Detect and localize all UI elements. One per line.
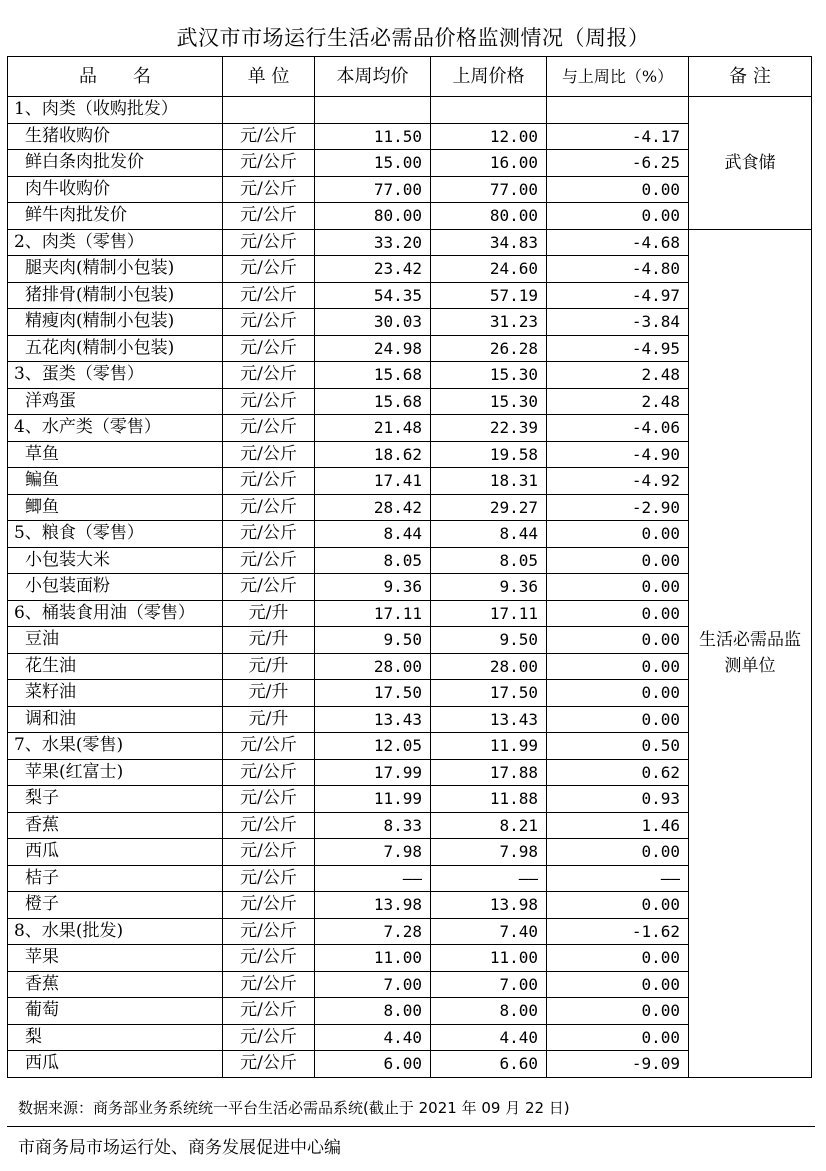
this-week-price-cell: 54.35	[315, 282, 431, 309]
change-percent-cell: 0.00	[547, 1024, 689, 1051]
last-week-price-cell: 15.30	[431, 362, 547, 389]
item-name-cell: 生猪收购价	[8, 123, 223, 150]
this-week-price-cell: 7.28	[315, 918, 431, 945]
last-week-price-cell: 8.44	[431, 521, 547, 548]
unit-cell: 元/公斤	[223, 998, 315, 1025]
unit-cell: 元/公斤	[223, 441, 315, 468]
unit-cell: 元/公斤	[223, 388, 315, 415]
header-name: 品 名	[8, 57, 223, 97]
item-name-cell: 1、肉类（收购批发）	[8, 97, 223, 124]
this-week-price-cell: 13.43	[315, 706, 431, 733]
category-row	[8, 229, 812, 256]
last-week-price-cell: 9.50	[431, 627, 547, 654]
unit-cell: 元/公斤	[223, 521, 315, 548]
item-name-cell: 鳊鱼	[8, 468, 223, 495]
change-percent-cell: 0.00	[547, 680, 689, 707]
last-week-price-cell: 17.88	[431, 759, 547, 786]
item-name-cell: 葡萄	[8, 998, 223, 1025]
last-week-price-cell: 7.98	[431, 839, 547, 866]
this-week-price-cell: 21.48	[315, 415, 431, 442]
item-name-cell: 调和油	[8, 706, 223, 733]
change-percent-cell: -9.09	[547, 1051, 689, 1078]
last-week-price-cell: 28.00	[431, 653, 547, 680]
item-name-cell: 苹果(红富士)	[8, 759, 223, 786]
change-percent-cell: -4.97	[547, 282, 689, 309]
change-percent-cell: 0.62	[547, 759, 689, 786]
change-percent-cell: -1.62	[547, 918, 689, 945]
item-name-cell: 香蕉	[8, 812, 223, 839]
this-week-price-cell: 28.42	[315, 494, 431, 521]
footer-divider	[7, 1126, 815, 1127]
this-week-price-cell: 17.11	[315, 600, 431, 627]
item-name-cell: 腿夹肉(精制小包装)	[8, 256, 223, 283]
unit-cell: 元/升	[223, 706, 315, 733]
item-name-cell: 猪排骨(精制小包装)	[8, 282, 223, 309]
unit-cell: 元/公斤	[223, 786, 315, 813]
unit-cell: 元/公斤	[223, 733, 315, 760]
this-week-price-cell: 15.68	[315, 362, 431, 389]
last-week-price-cell	[431, 97, 547, 124]
unit-cell: 元/公斤	[223, 574, 315, 601]
change-percent-cell: 0.00	[547, 521, 689, 548]
this-week-price-cell: 11.50	[315, 123, 431, 150]
item-name-cell: 精瘦肉(精制小包装)	[8, 309, 223, 336]
last-week-price-cell: 77.00	[431, 176, 547, 203]
unit-cell: 元/公斤	[223, 256, 315, 283]
item-name-cell: 西瓜	[8, 1051, 223, 1078]
this-week-price-cell: 17.50	[315, 680, 431, 707]
last-week-price-cell: 12.00	[431, 123, 547, 150]
change-percent-cell: 0.00	[547, 176, 689, 203]
this-week-price-cell: 7.98	[315, 839, 431, 866]
change-percent-cell: 0.00	[547, 839, 689, 866]
header-unit: 单 位	[223, 57, 315, 97]
last-week-price-cell: 8.05	[431, 547, 547, 574]
last-week-price-cell: 24.60	[431, 256, 547, 283]
this-week-price-cell	[315, 97, 431, 124]
unit-cell: 元/公斤	[223, 123, 315, 150]
this-week-price-cell: 15.00	[315, 150, 431, 177]
header-last-week: 上周价格	[431, 57, 547, 97]
item-name-cell: 梨	[8, 1024, 223, 1051]
last-week-price-cell: 7.00	[431, 971, 547, 998]
last-week-price-cell: 22.39	[431, 415, 547, 442]
change-percent-cell: 2.48	[547, 362, 689, 389]
item-name-cell: 香蕉	[8, 971, 223, 998]
this-week-price-cell: ——	[315, 865, 431, 892]
this-week-price-cell: 6.00	[315, 1051, 431, 1078]
change-percent-cell: 0.00	[547, 998, 689, 1025]
unit-cell: 元/公斤	[223, 1024, 315, 1051]
this-week-price-cell: 12.05	[315, 733, 431, 760]
last-week-price-cell: 26.28	[431, 335, 547, 362]
change-percent-cell: -4.90	[547, 441, 689, 468]
change-percent-cell: 1.46	[547, 812, 689, 839]
item-name-cell: 肉牛收购价	[8, 176, 223, 203]
last-week-price-cell: 16.00	[431, 150, 547, 177]
this-week-price-cell: 24.98	[315, 335, 431, 362]
last-week-price-cell: 9.36	[431, 574, 547, 601]
price-table	[7, 56, 812, 1078]
this-week-price-cell: 9.50	[315, 627, 431, 654]
change-percent-cell: ——	[547, 865, 689, 892]
item-name-cell: 洋鸡蛋	[8, 388, 223, 415]
unit-cell: 元/升	[223, 680, 315, 707]
unit-cell: 元/公斤	[223, 494, 315, 521]
unit-cell: 元/公斤	[223, 865, 315, 892]
this-week-price-cell: 7.00	[315, 971, 431, 998]
this-week-price-cell: 80.00	[315, 203, 431, 230]
change-percent-cell	[547, 97, 689, 124]
change-percent-cell: 0.00	[547, 706, 689, 733]
this-week-price-cell: 17.99	[315, 759, 431, 786]
change-percent-cell: 2.48	[547, 388, 689, 415]
unit-cell: 元/公斤	[223, 309, 315, 336]
item-name-cell: 梨子	[8, 786, 223, 813]
item-name-cell: 桔子	[8, 865, 223, 892]
unit-cell: 元/公斤	[223, 971, 315, 998]
category-row	[8, 97, 812, 124]
item-name-cell: 小包装大米	[8, 547, 223, 574]
this-week-price-cell: 15.68	[315, 388, 431, 415]
unit-cell: 元/公斤	[223, 150, 315, 177]
unit-cell: 元/升	[223, 653, 315, 680]
change-percent-cell: -4.68	[547, 229, 689, 256]
item-name-cell: 3、蛋类（零售）	[8, 362, 223, 389]
last-week-price-cell: 31.23	[431, 309, 547, 336]
change-percent-cell: 0.00	[547, 574, 689, 601]
item-name-cell: 鲜白条肉批发价	[8, 150, 223, 177]
last-week-price-cell: 11.88	[431, 786, 547, 813]
change-percent-cell: 0.50	[547, 733, 689, 760]
unit-cell: 元/公斤	[223, 547, 315, 574]
change-percent-cell: -4.17	[547, 123, 689, 150]
this-week-price-cell: 11.99	[315, 786, 431, 813]
unit-cell: 元/公斤	[223, 468, 315, 495]
item-name-cell: 豆油	[8, 627, 223, 654]
last-week-price-cell: ——	[431, 865, 547, 892]
last-week-price-cell: 11.00	[431, 945, 547, 972]
this-week-price-cell: 8.44	[315, 521, 431, 548]
this-week-price-cell: 8.00	[315, 998, 431, 1025]
change-percent-cell: 0.93	[547, 786, 689, 813]
last-week-price-cell: 7.40	[431, 918, 547, 945]
change-percent-cell: 0.00	[547, 945, 689, 972]
item-name-cell: 5、粮食（零售）	[8, 521, 223, 548]
this-week-price-cell: 23.42	[315, 256, 431, 283]
unit-cell: 元/公斤	[223, 1051, 315, 1078]
change-percent-cell: 0.00	[547, 653, 689, 680]
unit-cell: 元/公斤	[223, 759, 315, 786]
this-week-price-cell: 9.36	[315, 574, 431, 601]
change-percent-cell: -4.92	[547, 468, 689, 495]
last-week-price-cell: 8.21	[431, 812, 547, 839]
this-week-price-cell: 11.00	[315, 945, 431, 972]
item-name-cell: 7、水果(零售)	[8, 733, 223, 760]
change-percent-cell: -3.84	[547, 309, 689, 336]
change-percent-cell: -2.90	[547, 494, 689, 521]
this-week-price-cell: 13.98	[315, 892, 431, 919]
this-week-price-cell: 28.00	[315, 653, 431, 680]
item-name-cell: 苹果	[8, 945, 223, 972]
change-percent-cell: 0.00	[547, 627, 689, 654]
this-week-price-cell: 17.41	[315, 468, 431, 495]
last-week-price-cell: 8.00	[431, 998, 547, 1025]
last-week-price-cell: 11.99	[431, 733, 547, 760]
last-week-price-cell: 4.40	[431, 1024, 547, 1051]
change-percent-cell: -6.25	[547, 150, 689, 177]
item-name-cell: 草鱼	[8, 441, 223, 468]
unit-cell: 元/公斤	[223, 892, 315, 919]
unit-cell: 元/公斤	[223, 945, 315, 972]
last-week-price-cell: 17.50	[431, 680, 547, 707]
this-week-price-cell: 4.40	[315, 1024, 431, 1051]
last-week-price-cell: 13.98	[431, 892, 547, 919]
change-percent-cell: -4.80	[547, 256, 689, 283]
unit-cell: 元/公斤	[223, 415, 315, 442]
unit-cell: 元/公斤	[223, 335, 315, 362]
this-week-price-cell: 18.62	[315, 441, 431, 468]
last-week-price-cell: 6.60	[431, 1051, 547, 1078]
note-cell-monitoring-unit: 生活必需品监测单位	[689, 229, 812, 1077]
item-name-cell: 橙子	[8, 892, 223, 919]
item-name-cell: 五花肉(精制小包装)	[8, 335, 223, 362]
table-header-row	[8, 57, 812, 97]
header-change: 与上周比（%）	[547, 57, 689, 97]
unit-cell: 元/公斤	[223, 229, 315, 256]
unit-cell: 元/升	[223, 600, 315, 627]
change-percent-cell: -4.95	[547, 335, 689, 362]
item-name-cell: 鲫鱼	[8, 494, 223, 521]
data-source-note: 数据来源：商务部业务系统统一平台生活必需品系统(截止于 2021 年 09 月 22 日)	[18, 1099, 570, 1117]
unit-cell: 元/公斤	[223, 282, 315, 309]
last-week-price-cell: 57.19	[431, 282, 547, 309]
unit-cell	[223, 97, 315, 124]
editor-note: 市商务局市场运行处、商务发展促进中心编	[18, 1138, 341, 1158]
item-name-cell: 6、桶装食用油（零售）	[8, 600, 223, 627]
change-percent-cell: 0.00	[547, 971, 689, 998]
last-week-price-cell: 17.11	[431, 600, 547, 627]
last-week-price-cell: 18.31	[431, 468, 547, 495]
last-week-price-cell: 15.30	[431, 388, 547, 415]
item-name-cell: 花生油	[8, 653, 223, 680]
unit-cell: 元/公斤	[223, 203, 315, 230]
this-week-price-cell: 8.05	[315, 547, 431, 574]
this-week-price-cell: 30.03	[315, 309, 431, 336]
page-title: 武汉市市场运行生活必需品价格监测情况（周报）	[176, 26, 650, 50]
last-week-price-cell: 34.83	[431, 229, 547, 256]
change-percent-cell: -4.06	[547, 415, 689, 442]
note-cell-wushichu: 武食储	[689, 97, 812, 230]
unit-cell: 元/公斤	[223, 918, 315, 945]
change-percent-cell: 0.00	[547, 600, 689, 627]
item-name-cell: 菜籽油	[8, 680, 223, 707]
this-week-price-cell: 33.20	[315, 229, 431, 256]
change-percent-cell: 0.00	[547, 203, 689, 230]
item-name-cell: 小包装面粉	[8, 574, 223, 601]
last-week-price-cell: 80.00	[431, 203, 547, 230]
unit-cell: 元/公斤	[223, 176, 315, 203]
unit-cell: 元/升	[223, 627, 315, 654]
item-name-cell: 2、肉类（零售）	[8, 229, 223, 256]
change-percent-cell: 0.00	[547, 892, 689, 919]
change-percent-cell: 0.00	[547, 547, 689, 574]
last-week-price-cell: 29.27	[431, 494, 547, 521]
last-week-price-cell: 19.58	[431, 441, 547, 468]
this-week-price-cell: 77.00	[315, 176, 431, 203]
item-name-cell: 西瓜	[8, 839, 223, 866]
unit-cell: 元/公斤	[223, 812, 315, 839]
this-week-price-cell: 8.33	[315, 812, 431, 839]
last-week-price-cell: 13.43	[431, 706, 547, 733]
unit-cell: 元/公斤	[223, 362, 315, 389]
item-name-cell: 4、水产类（零售）	[8, 415, 223, 442]
header-this-week: 本周均价	[315, 57, 431, 97]
header-note: 备 注	[689, 57, 812, 97]
unit-cell: 元/公斤	[223, 839, 315, 866]
item-name-cell: 8、水果(批发)	[8, 918, 223, 945]
item-name-cell: 鲜牛肉批发价	[8, 203, 223, 230]
